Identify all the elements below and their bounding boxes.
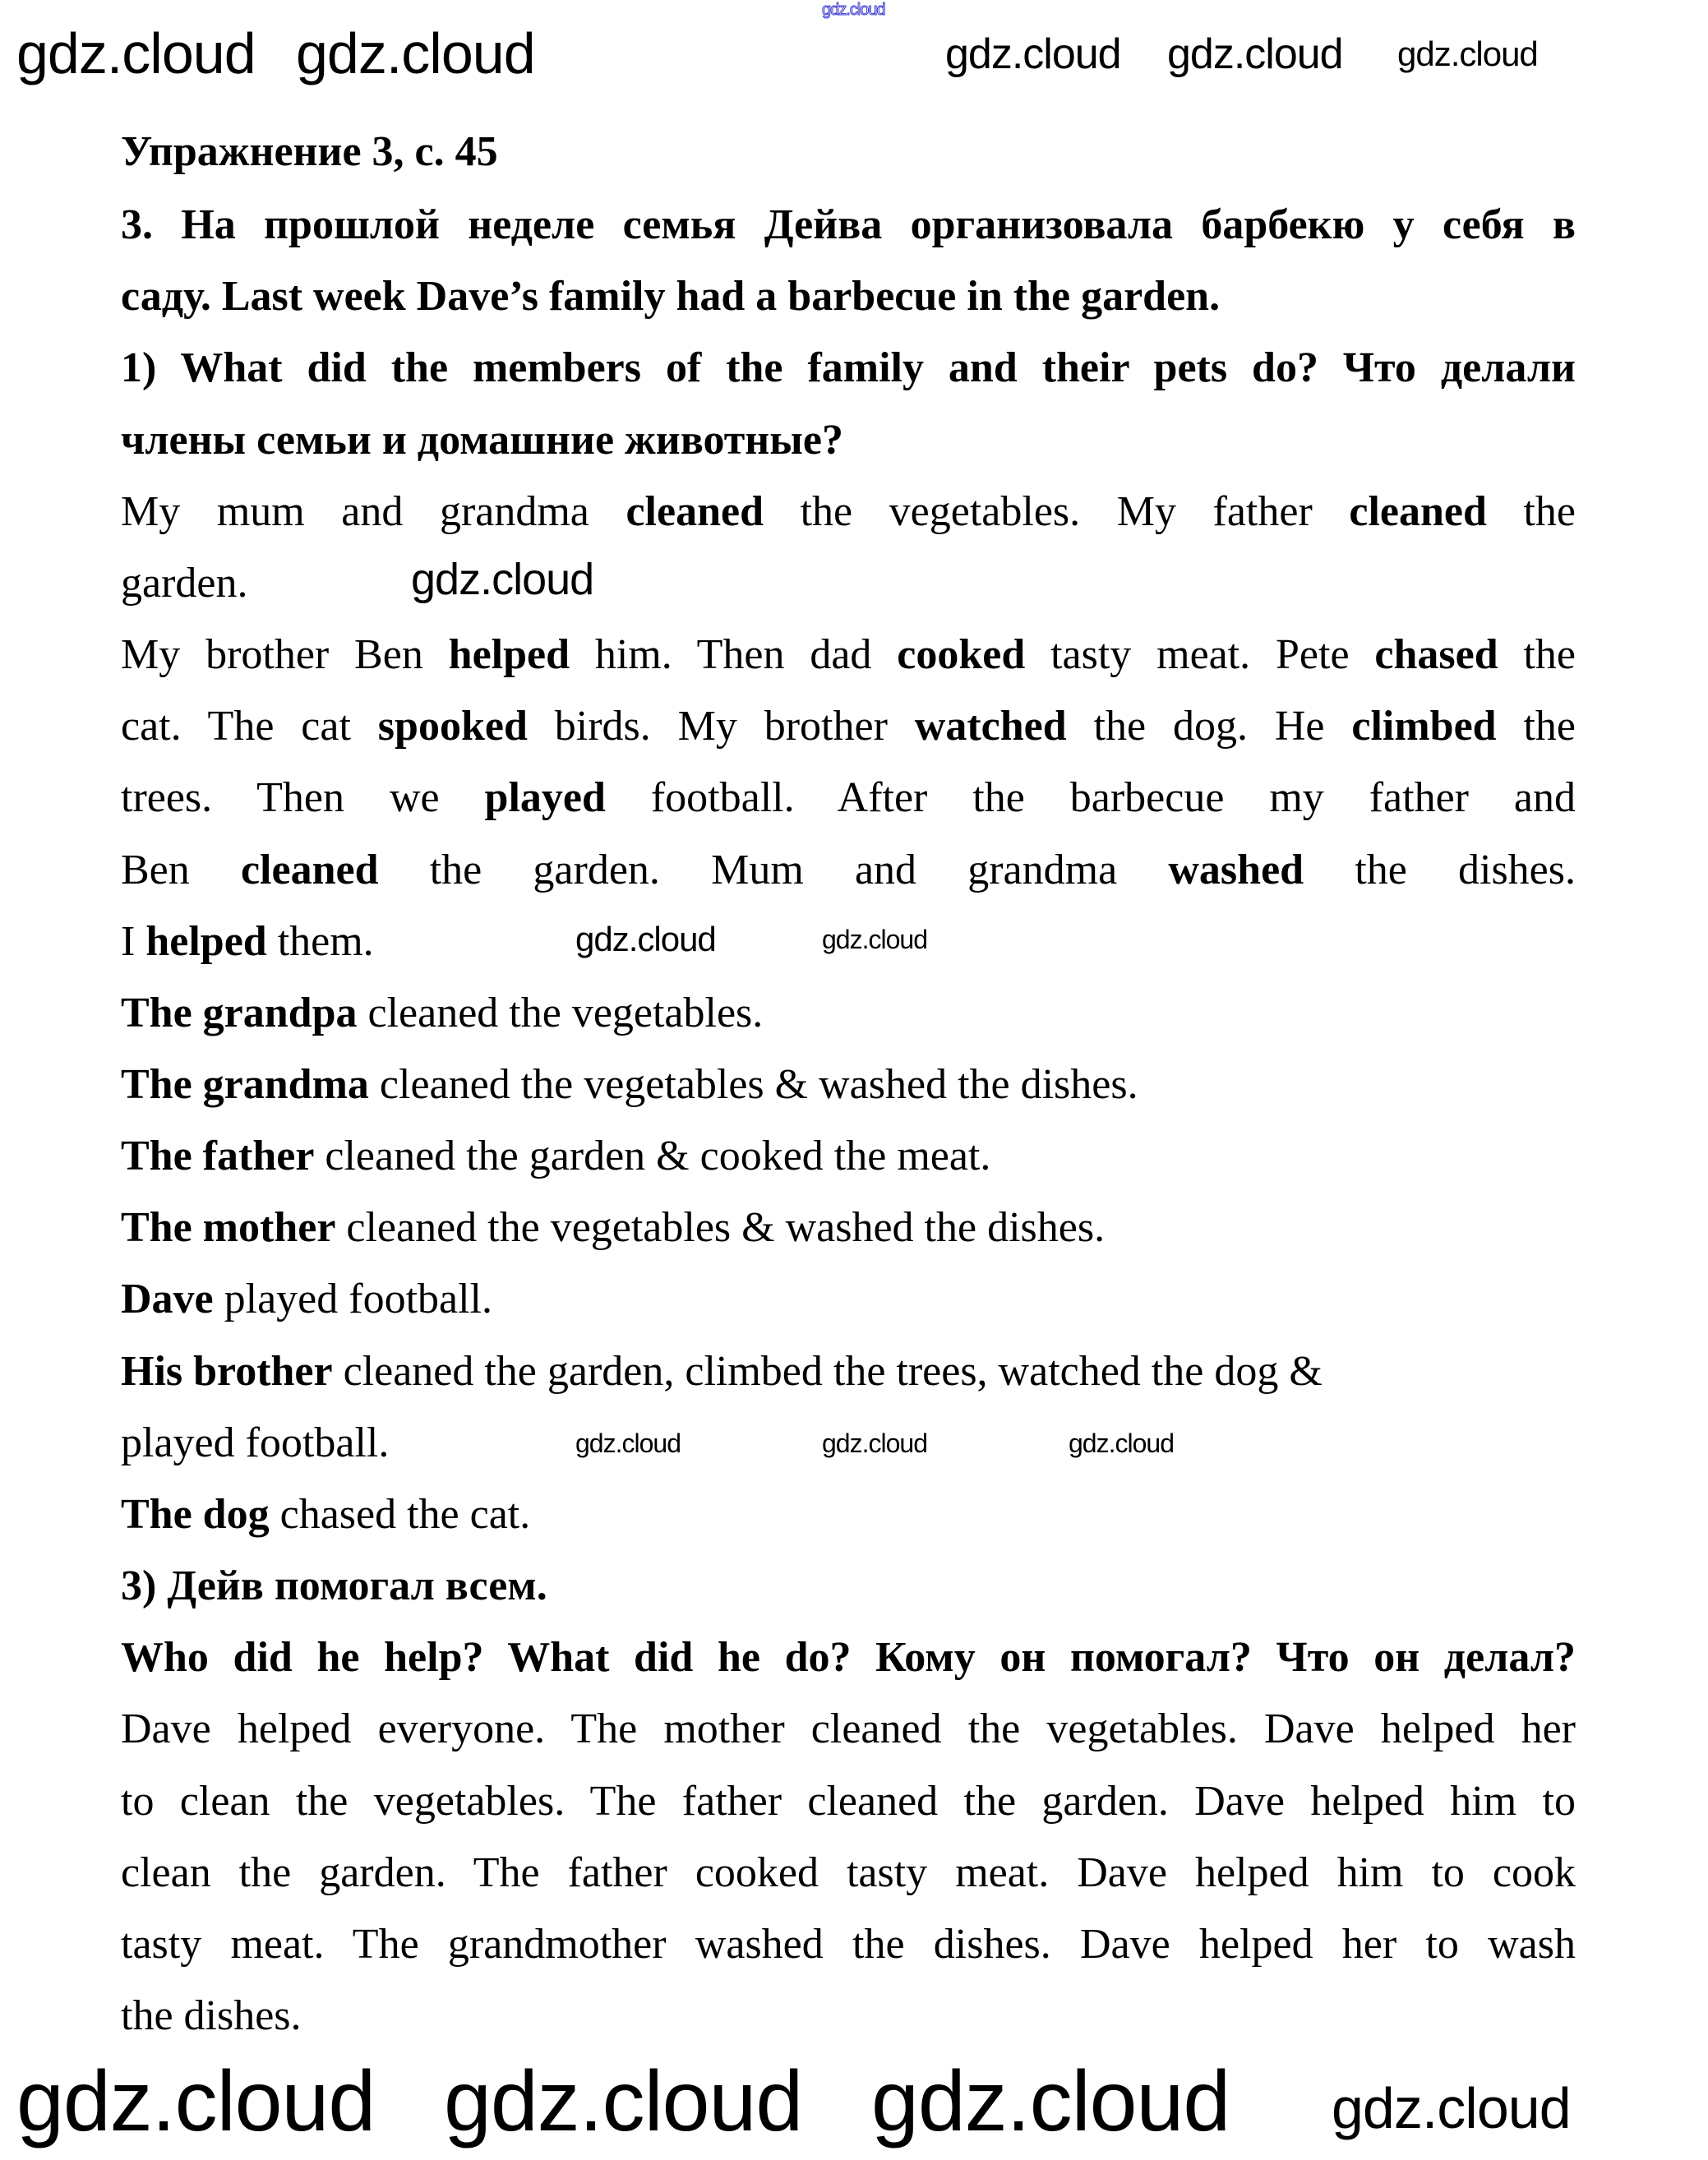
watermark: gdz.cloud (575, 1428, 681, 1458)
text-line (121, 1550, 547, 1622)
text-line (121, 404, 843, 476)
text-segment: them. (266, 918, 374, 965)
text-segment: tasty meat. The grandmother washed the dishes. Dave helped her to wash (121, 1921, 1576, 1968)
bold-text: Dave (121, 1276, 214, 1322)
watermark: gdz.cloud (822, 1, 885, 19)
bold-text: The father (121, 1133, 315, 1179)
bold-text: helped (448, 631, 570, 678)
text-line (121, 1263, 492, 1335)
watermark: gdz.cloud (16, 21, 256, 85)
text-segment: the (1498, 631, 1576, 678)
text-line (121, 1622, 1576, 1693)
text-segment: cleaned the vegetables. (357, 990, 764, 1036)
text-line (121, 1693, 1576, 1765)
text-line (121, 1407, 389, 1479)
bold-text: The dog (121, 1491, 270, 1538)
text-segment: My mum and grandma (121, 488, 626, 535)
watermark: gdz.cloud (444, 2054, 803, 2149)
bold-text: climbed (1351, 703, 1497, 750)
watermark: gdz.cloud (1332, 2076, 1571, 2140)
text-segment: trees. Then we (121, 774, 485, 821)
bold-text: washed (1168, 847, 1304, 893)
text-segment: My brother Ben (121, 631, 449, 678)
text-line (121, 834, 1576, 906)
text-segment: the (1486, 488, 1576, 535)
text-line (121, 1120, 990, 1192)
text-segment: the dishes. (121, 1992, 302, 2039)
bold-text: The mother (121, 1204, 336, 1251)
text-segment: the dog. He (1066, 703, 1352, 750)
text-segment: played football. (213, 1276, 492, 1322)
bold-text: watched (914, 703, 1067, 750)
text-line (121, 977, 763, 1049)
bold-text: 3. На прошлой неделе семья Дейва организовала барбекю у себя в (121, 201, 1576, 248)
text-line (121, 1049, 1138, 1120)
watermark: gdz.cloud (575, 920, 716, 958)
bold-text: 3) Дейв помогал всем. (121, 1562, 547, 1609)
text-line (121, 1479, 530, 1550)
bold-text: spooked (377, 703, 528, 750)
bold-text: 1) What did the members of the family and their pets do? Что делали (121, 344, 1576, 391)
watermark: gdz.cloud (822, 925, 927, 954)
bold-text: cleaned (1349, 488, 1487, 535)
text-line (121, 1837, 1576, 1908)
text-segment: the vegetables. My father (764, 488, 1350, 535)
text-segment: cleaned the garden, climbed the trees, watched the dog & (332, 1348, 1323, 1395)
text-line (121, 547, 247, 619)
text-segment: cleaned the vegetables & washed the dishes. (335, 1204, 1106, 1251)
text-segment: birds. My brother (527, 703, 915, 750)
text-segment: to clean the vegetables. The father cleaned the garden. Dave helped him to (121, 1778, 1576, 1825)
text-line (121, 1765, 1576, 1837)
watermark: gdz.cloud (871, 2054, 1230, 2149)
text-line (121, 1336, 1323, 1407)
watermark: gdz.cloud (945, 30, 1121, 78)
text-segment: garden. (121, 560, 248, 607)
text-line (121, 261, 1220, 332)
bold-text: The grandpa (121, 990, 358, 1036)
watermark: gdz.cloud (1167, 30, 1343, 78)
text-segment: clean the garden. The father cooked tasty meat. Dave helped him to cook (121, 1849, 1576, 1896)
bold-text: played (484, 774, 606, 821)
text-segment: tasty meat. Pete (1025, 631, 1375, 678)
bold-text: cleaned (625, 488, 764, 535)
bold-text: cleaned (240, 847, 379, 893)
text-segment: the dishes. (1304, 847, 1576, 893)
bold-text: саду. Last week Dave’s family had a barbecue in the garden. (121, 273, 1221, 320)
bold-text: His brother (121, 1348, 333, 1395)
text-segment: cat. The cat (121, 703, 378, 750)
text-line (121, 762, 1576, 833)
watermark: gdz.cloud (1397, 35, 1538, 73)
text-segment: chased the cat. (269, 1491, 531, 1538)
text-line (121, 189, 1576, 261)
text-line (121, 690, 1576, 762)
text-segment: cleaned the vegetables & washed the dishes. (368, 1061, 1138, 1108)
text-segment: cleaned the garden & cooked the meat. (314, 1133, 991, 1179)
text-segment: the garden. Mum and grandma (378, 847, 1169, 893)
text-segment: the (1496, 703, 1576, 750)
text-line (121, 1908, 1576, 1980)
watermark: gdz.cloud (16, 2054, 376, 2149)
watermark: gdz.cloud (296, 21, 535, 85)
watermark: gdz.cloud (411, 555, 594, 604)
text-line (121, 1192, 1105, 1263)
bold-text: The grandma (121, 1061, 369, 1108)
text-line (121, 476, 1576, 547)
text-segment: I (121, 918, 146, 965)
text-segment: Dave helped everyone. The mother cleaned the vegetables. Dave helped her (121, 1705, 1576, 1752)
text-segment: him. Then dad (570, 631, 898, 678)
bold-text: chased (1374, 631, 1498, 678)
text-segment: Ben (121, 847, 241, 893)
text-line (121, 332, 1576, 404)
bold-text: cooked (897, 631, 1026, 678)
text-line (121, 906, 374, 977)
bold-text: Упражнение 3, с. 45 (121, 128, 498, 175)
text-segment: played football. (121, 1419, 390, 1466)
text-segment: football. After the barbecue my father and (605, 774, 1576, 821)
bold-text: helped (145, 918, 267, 965)
bold-text: члены семьи и домашние животные? (121, 417, 843, 464)
text-line (121, 619, 1576, 690)
watermark: gdz.cloud (1069, 1428, 1174, 1458)
exercise-title (121, 116, 498, 187)
watermark: gdz.cloud (822, 1428, 927, 1458)
bold-text: Who did he help? What did he do? Кому он помогал? Что он делал? (121, 1634, 1576, 1681)
text-line (121, 1980, 302, 2052)
